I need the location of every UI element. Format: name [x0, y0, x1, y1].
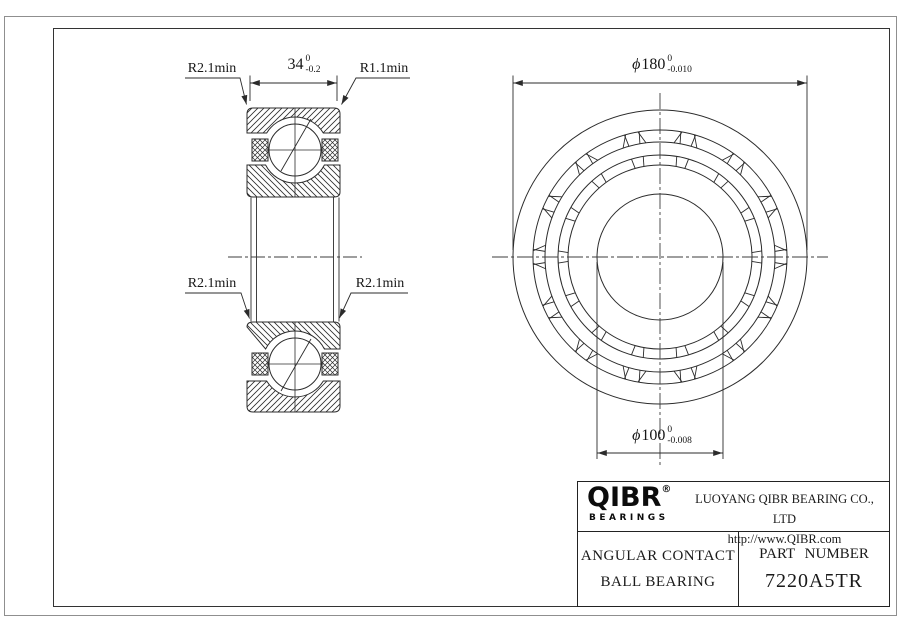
- diameter-symbol: ϕ: [632, 426, 641, 444]
- logo-wordmark: QIBR: [587, 482, 662, 513]
- registered-trademark-symbol: ®: [661, 484, 672, 495]
- logo-tagline: BEARINGS: [589, 513, 669, 523]
- width-tolerance: 0 -0.2: [305, 54, 321, 75]
- product-description-cell: [578, 532, 738, 607]
- outer-diameter-tolerance: 0 -0.010: [667, 54, 692, 75]
- diameter-symbol: ϕ: [632, 55, 641, 73]
- cage-section-right: [322, 139, 338, 161]
- part-number-cell: [739, 532, 889, 607]
- company-name: LUOYANG QIBR BEARING CO., LTD: [695, 492, 874, 526]
- width-value: 34: [287, 55, 304, 73]
- bore-diameter-value: 100: [641, 426, 666, 444]
- product-line2: BALL BEARING: [600, 574, 716, 590]
- cage-section-left2: [252, 353, 268, 375]
- width-dimension: [250, 76, 337, 102]
- width-dimension-text: [287, 54, 320, 76]
- company-website: http://www.QIBR.com: [727, 532, 842, 546]
- product-line1: ANGULAR CONTACT: [580, 548, 736, 564]
- radius-callout-mid-right: R2.1min: [355, 276, 405, 291]
- radius-callout-mid-left: R2.1min: [187, 276, 237, 291]
- radius-callout-top-right: R1.1min: [359, 61, 409, 76]
- outer-diameter-value: 180: [641, 55, 666, 73]
- cage-section-left: [252, 139, 268, 161]
- front-view: [492, 93, 828, 468]
- cage-section-right2: [322, 353, 338, 375]
- bore-diameter-tolerance: 0 -0.008: [667, 425, 692, 446]
- radius-callout-top-left: R2.1min: [187, 61, 237, 76]
- title-block: [577, 481, 890, 607]
- part-number-value: 7220A5TR: [765, 570, 863, 592]
- section-view: [228, 108, 362, 412]
- company-logo: [587, 484, 671, 523]
- part-number-label: PART NUMBER: [759, 546, 869, 562]
- bore-diameter-text: [632, 425, 692, 447]
- outer-diameter-text: [632, 54, 692, 76]
